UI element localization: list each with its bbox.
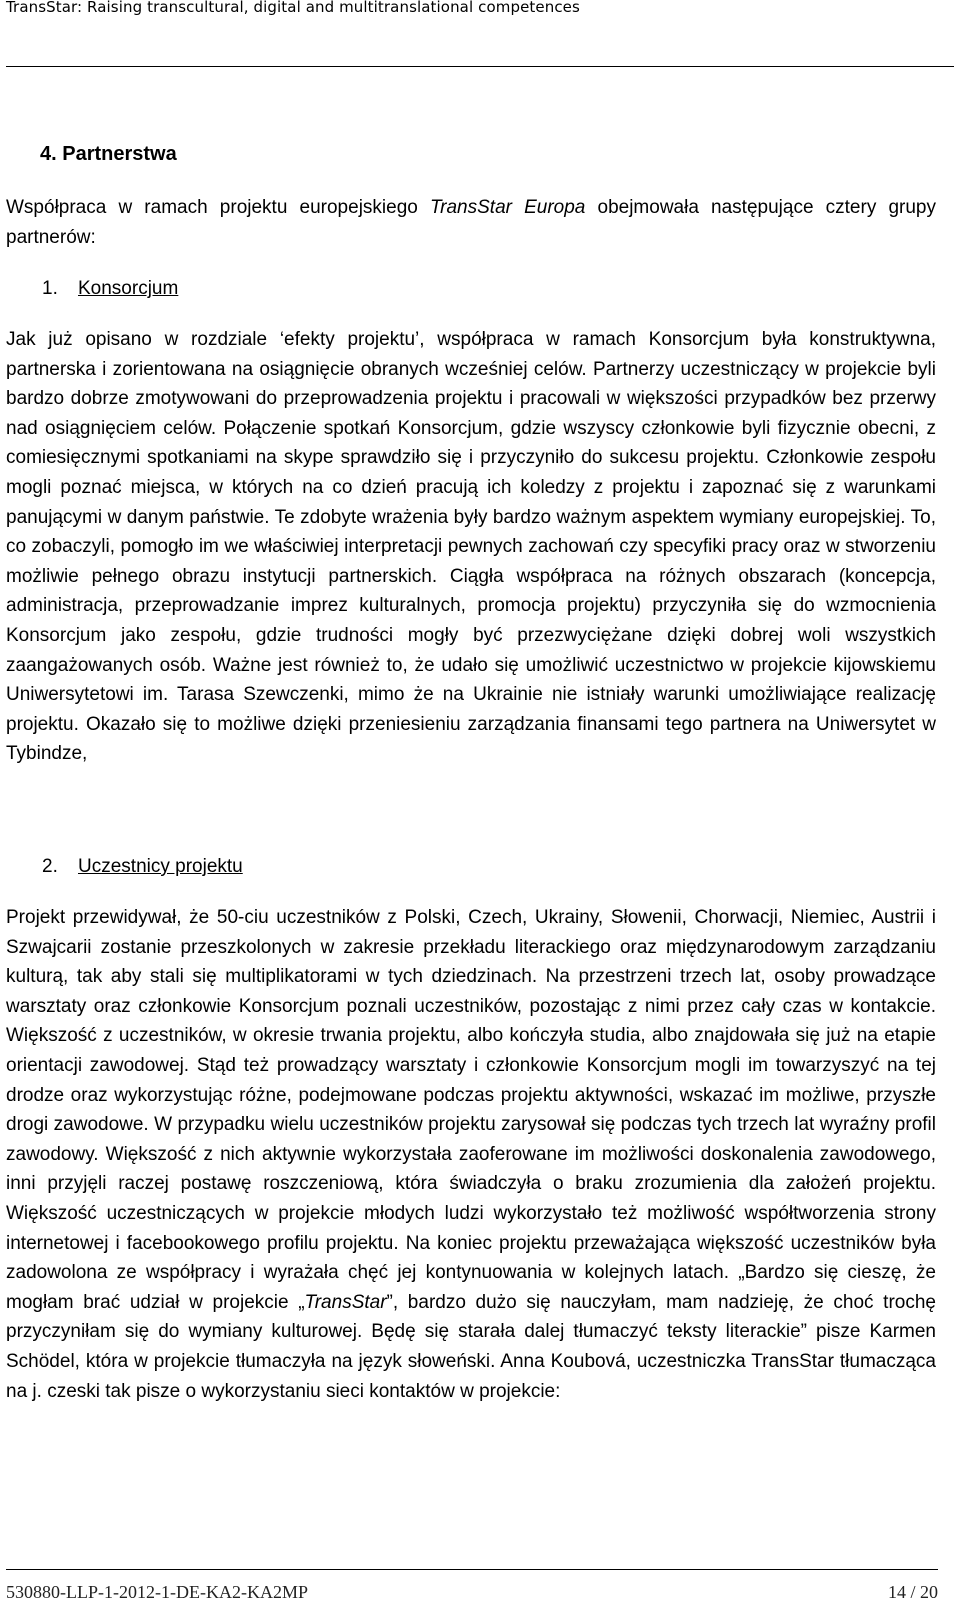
intro-paragraph [6,193,936,252]
intro-project-name: TransStar Europa [429,197,586,218]
list-item-consortium [42,276,178,302]
intro-text-after: obejmowała następujące cztery grupy partnerów: [6,197,936,248]
footer-project-code: 530880-LLP-1-2012-1-DE-KA2-KA2MP [6,1582,308,1602]
intro-text-before: Współpraca w ramach projektu europejskiego [6,197,430,218]
participants-text-2: ”, bardzo dużo się nauczyłam, mam nadzieję, że choć trochę przyczyniłam się do wymiany kulturowej. Będę się starała dalej tłumaczyć teksty literackie” pisze Karmen Schödel, która w projekcie tłumaczyła na język słoweński. Anna Koubová, uczestniczka TransStar tłumacząca na j. czeski tak pisze o wykorzystaniu sieci kontaktów w projekcie: [6,1291,936,1402]
participants-text-1: Projekt przewidywał, że 50-ciu uczestników z Polski, Czech, Ukrainy, Słowenii, Chorwacji, Niemiec, Austrii i Szwajcarii zostanie przeszkolonych w zakresie przekładu literackiego oraz międzynarodowym zarządzaniu kulturą, tak aby stali się multiplikatorami w tych dziedzinach. Na przestrzeni trzech lat, osoby prowadzące warsztaty oraz członkowie Konsorcjum poznali uczestników, pozostając z nimi przez cały czas w kontakcie. Większość z uczestników, w okresie trwania projektu, albo kończyła studia, albo znajdowała się już na etapie orientacji zawodowej. Stąd też prowadzący warsztaty i członkowie Konsorcjum mogli im towarzyszyć na tej drodze oraz wykorzystując różne, podejmowane podczas projektu aktywności, wskazać im możliwe, przyszłe drogi zawodowe. W przypadku wielu uczestników projektu zarysował się podczas tych trzech lat wyraźny profil zawodowy. Większość z nich aktywnie wykorzystała zaoferowane im możliwości doskonalenia zawodowego, inni przyjęli raczej postawę roszczeniową, która świadczyła o braku zrozumienia dla założeń projektu. Większość uczestniczących w projekcie młodych ludzi wykorzystało też możliwość współtworzenia strony internetowej i facebookowego profilu projektu. Na koniec projektu przeważająca większość uczestników była zadowolona ze współpracy i wyrażała chęć jej kontynuowania w kolejnych latach. „Bardzo się cieszę, że mogłam brać udział w projekcie „ [6,907,936,1313]
consortium-paragraph: Jak już opisano w rozdziale ‘efekty projektu’, współpraca w ramach Konsorcjum była konstruktywna, partnerska i zorientowana na osiągnięcie obranych wcześniej celów. Partnerzy uczestniczący w projekcie byli bardzo dobrze zmotywowani do przeprowadzenia projektu i pracowali w większości przypadków bez przerwy nad osiągnięciem celów. Połączenie spotkań Konsorcjum, gdzie wszyscy członkowie byli fizycznie obecni, z comiesięcznymi spotkaniami na skype sprawdziło się i przyczyniło do sukcesu projektu. Członkowie zespołu mogli poznać miejsca, w których na co dzień pracują ich koledzy z projektu i zapoznać się z warunkami panującymi w danym państwie. Te zdobyte wrażenia były bardzo ważnym aspektem wymiany europejskiej. To, co zobaczyli, pomogło im we właściwiej interpretacji pewnych zachowań czy specyfiki pracy oraz w stworzeniu możliwie pełnego obrazu instytucji partnerskich. Ciągła współpraca na różnych obszarach (koncepcja, administracja, przeprowadzanie imprez kulturalnych, promocja projektu) przyczyniła się do wzmocnienia Konsorcjum jako zespołu, gdzie trudności mogły być przezwyciężane dzięki dobrej woli wszystkich zaangażowanych osób. Ważne jest również to, że udało się umożliwić uczestnictwo w projekcie kijowskiemu Uniwersytetowi im. Tarasa Szewczenki, mimo że na Ukrainie nie istniały warunki umożliwiające realizację projektu. Okazało się to możliwe dzięki przeniesieniu zarządzania finansami tego partnera na Uniwersytet w Tybindze, [6,329,936,765]
page-header [6,0,954,67]
list-number: 1. [42,278,58,299]
list-label: Konsorcjum [78,278,179,299]
list-label: Uczestnicy projektu [78,856,243,877]
section-heading: 4. Partnerstwa [40,143,177,165]
list-number: 2. [42,856,58,877]
participants-paragraph [6,903,936,1406]
participants-italic: TransStar [304,1291,387,1313]
list-item-participants [42,854,243,880]
page-footer [6,1569,938,1606]
footer-page-number: 14 / 20 [887,1582,938,1602]
header-title: TransStar: Raising transcultural, digital and multitranslational competences [6,0,580,16]
